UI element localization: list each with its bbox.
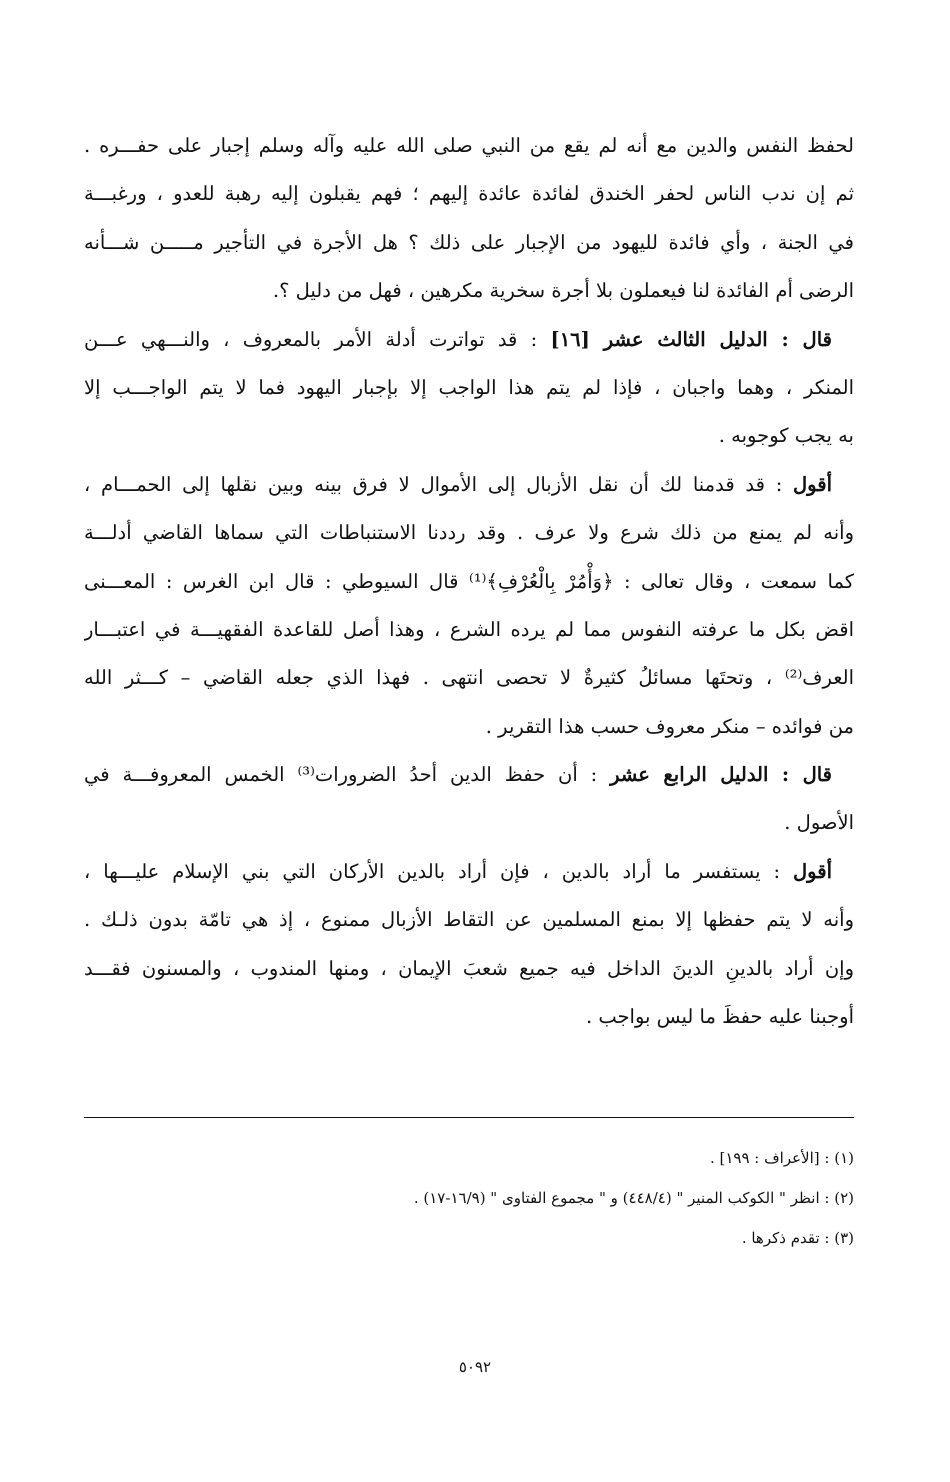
text-line <box>84 799 854 847</box>
paragraph-lead: قال : الدليل الثالث عشر [١٦] <box>550 327 832 351</box>
main-text <box>84 122 854 1041</box>
text-line <box>84 945 854 993</box>
text-line <box>84 848 854 896</box>
paragraph-lead: أقول <box>793 472 832 496</box>
line-text: : قد تواترت أدلة الأمر بالمعروف ، والنـــهي عـــن <box>84 327 551 351</box>
text-line <box>84 364 854 412</box>
text-line <box>84 316 854 364</box>
line-text: في الجنة ، وأي فائدة لليهود من الإجبار على ذلك ؟ هل الأجرة في التأجير مـــــن شـــأنه <box>84 230 854 254</box>
text-line <box>84 412 854 460</box>
text-line <box>84 267 854 315</box>
line-text: المنكر ، وهما واجبان ، فإذا لم يتم هذا الواجب إلا بإجبار اليهود فما لا يتم الواجـــب إلا <box>84 375 854 399</box>
text-line <box>84 509 854 557</box>
paragraph-lead: أقول <box>793 859 832 883</box>
line-text: اقض بكل ما عرفته النفوس مما لم يرده الشرع ، وهذا أصل للقاعدة الفقهيـــة في اعتبـــار <box>84 617 854 641</box>
text-line <box>84 122 854 170</box>
page-number: ٥٠٩٢ <box>458 1358 492 1376</box>
line-text: به يجب كوجوبه . <box>718 424 854 448</box>
text-line <box>84 654 854 702</box>
line-text: : قد قدمنا لك أن نقل الأزبال إلى الأموال لا فرق بينه وبين نقلها إلى الحمـــام ، <box>84 472 794 496</box>
paragraph-lead: قال : الدليل الرابع عشر <box>610 763 833 787</box>
text-line <box>84 219 854 267</box>
line-text: الرضى أم الفائدة لنا فيعملون بلا أجرة سخرية مكرهين ، فهل من دليل ؟. <box>272 279 854 303</box>
text-line <box>84 606 854 654</box>
line-text: وإن أراد بالدينِ الدينَ الداخل فيه جميع شعبَ الإيمان ، ومنها المندوب ، والمسنون فقـــد <box>84 956 854 980</box>
text-line <box>84 993 854 1041</box>
footnote: (٣) : تقدم ذكرها . <box>741 1229 854 1247</box>
line-text: ثم إن ندب الناس لحفر الخندق لفائدة عائدة إليهم ؛ فهم يقبلون إليه رهبة للعدو ، ورغبـــة <box>84 182 854 206</box>
line-text: أوجبنا عليه حفظَ ما ليس بواجب . <box>585 1005 854 1029</box>
text-line <box>84 751 854 799</box>
footnote: (٢) : انظر " الكوكب المنير " (٤٤٨/٤) و " مجموع الفتاوى " (١٦/٩-١٧) . <box>413 1189 854 1207</box>
line-text: الأصول . <box>784 811 854 835</box>
text-line <box>84 703 854 751</box>
line-text: لحفظ النفس والدين مع أنه لم يقع من النبي صلى الله عليه وآله وسلم إجبار على حفـــره . <box>84 134 854 157</box>
footnote-divider <box>84 1117 854 1118</box>
line-text: من فوائده – منكر معروف حسب هذا التقرير . <box>485 714 854 738</box>
line-text: وأنه لم يمنع من ذلك شرع ولا عرف . وقد رددنا الاستنباطات التي سماها القاضي أدلـــة <box>84 521 854 545</box>
text-line <box>84 170 854 218</box>
line-text: كما سمعت ، وقال تعالى : ﴿وَأْمُرْ بِالْعُرْفِ﴾⁽¹⁾ قال السيوطي : قال ابن الغرس : المعـــنى <box>84 569 854 593</box>
footnotes <box>84 1138 854 1258</box>
line-text: العرف⁽²⁾ ، وتحتَها مسائلُ كثيرةٌ لا تحصى انتهى . فهذا الذي جعله القاضي – كـــثر الله <box>84 666 854 690</box>
text-line <box>84 461 854 509</box>
text-line <box>84 896 854 944</box>
line-text: : يستفسر ما أراد بالدين ، فإن أراد بالدين الأركان التي بني الإسلام عليـــها ، <box>84 859 794 883</box>
text-line <box>84 558 854 606</box>
line-text: وأنه لا يتم حفظها إلا بمنع المسلمين عن التقاط الأزبال ممنوع ، إذ هي تامّة بدون ذلـك . <box>84 908 854 932</box>
footnote: (١) : [الأعراف : ١٩٩] . <box>709 1149 854 1167</box>
line-text: : أن حفظ الدين أحدُ الضرورات⁽³⁾ الخمس المعروفـــة في <box>84 763 611 787</box>
